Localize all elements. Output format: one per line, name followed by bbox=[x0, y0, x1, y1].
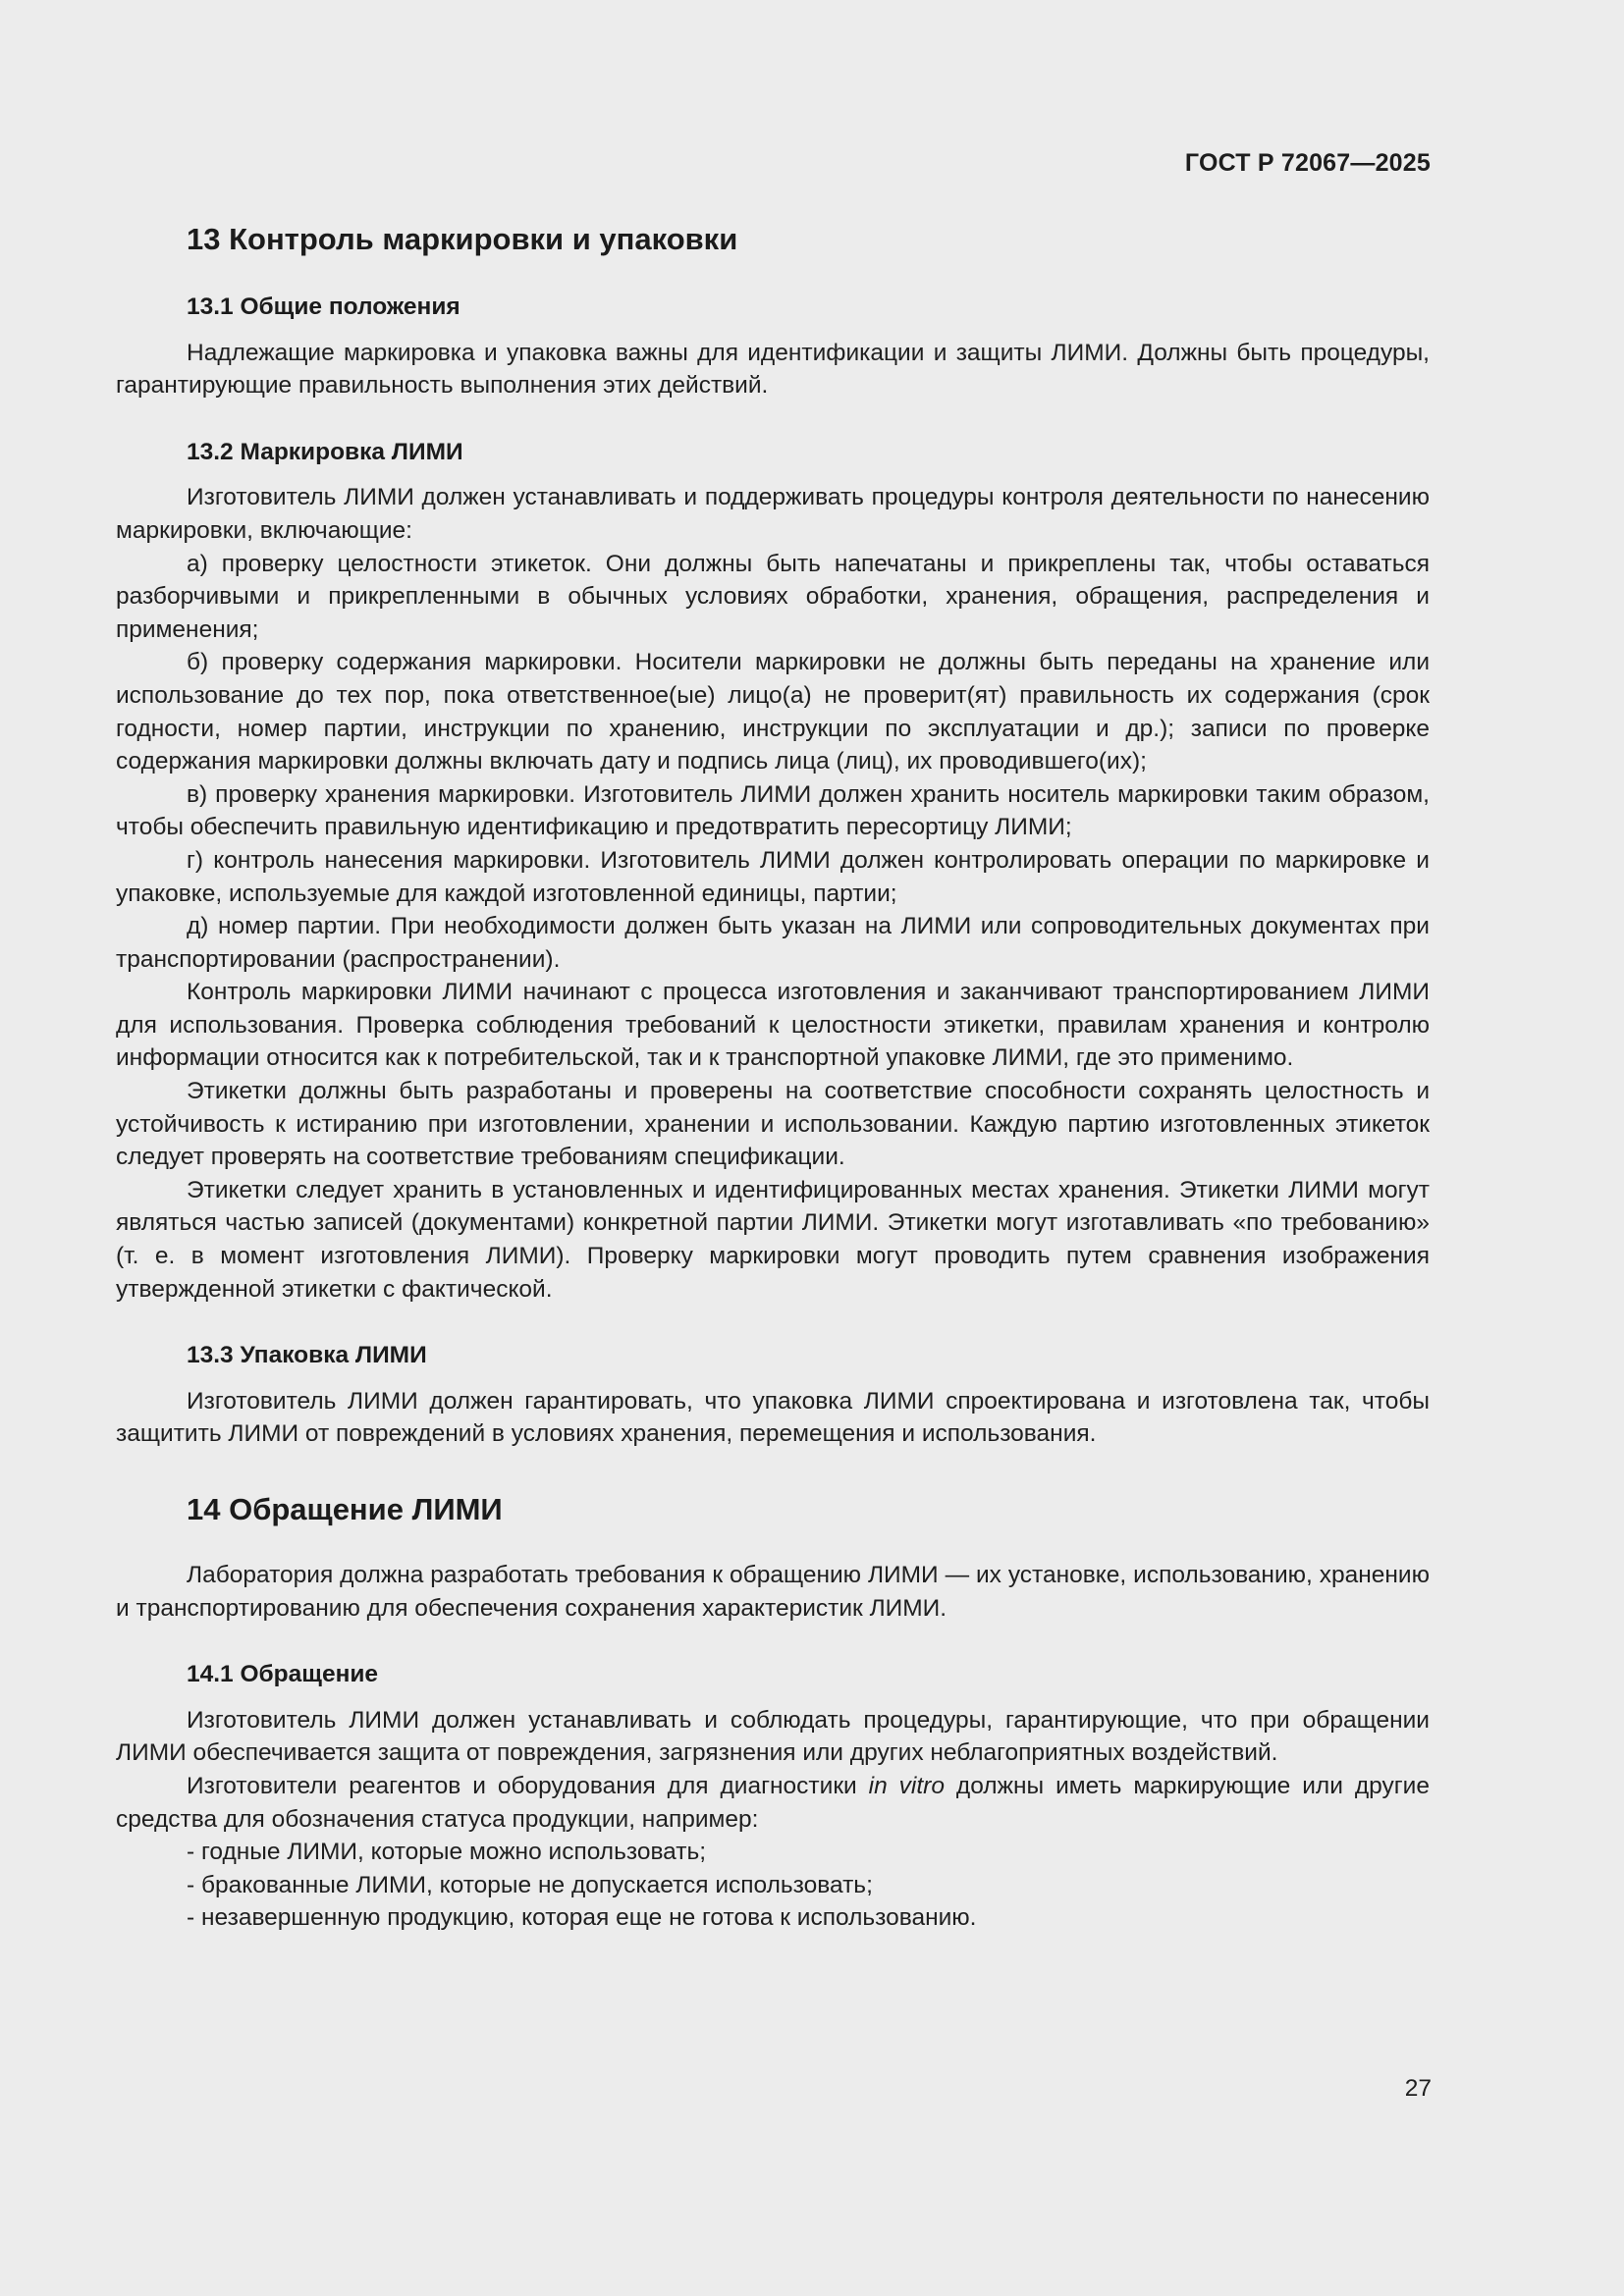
paragraph bbox=[116, 1770, 1430, 1836]
paragraph: Надлежащие маркировка и упаковка важны для идентификации и защиты ЛИМИ. Должны быть процедуры, гарантирующие правильность выполнения этих действий. bbox=[116, 339, 1430, 400]
section-14-1-title: 14.1 Обращение bbox=[187, 1661, 379, 1688]
paragraph: Контроль маркировки ЛИМИ начинают с процесса изготовления и заканчивают транспортированием ЛИМИ для использования. Проверка соблюдения требований к целостности этикетки, правилам хранения и контролю информации относится как к потребительской, так и к транспортной упаковке ЛИМИ, где это применимо. bbox=[116, 979, 1430, 1072]
text-span: должны иметь маркирующие или другие средства для обозначения статуса продукции, например: bbox=[116, 1772, 1430, 1833]
list-item-b: б) проверку содержания маркировки. Носители маркировки не должны быть переданы на хранение или использование до тех пор, пока ответственное(ые) лицо(а) не проверит(ят) правильность их содержания (срок годности, номер партии, инструкции по хранению, инструкции по эксплуатации и др.); записи по проверке содержания маркировки должны включать дату и подпись лица (лиц), их проводившего(их); bbox=[116, 649, 1430, 775]
status-list bbox=[116, 1836, 1430, 1935]
list-item-a: а) проверку целостности этикеток. Они должны быть напечатаны и прикреплены так, чтобы оставаться разборчивыми и прикрепленными в обычных условиях обработки, хранения, обращения, распределения и применения; bbox=[116, 550, 1430, 643]
section-13-2-title: 13.2 Маркировка ЛИМИ bbox=[187, 438, 463, 465]
paragraph: Изготовитель ЛИМИ должен устанавливать и соблюдать процедуры, гарантирующие, что при обращении ЛИМИ обеспечивается защита от повреждения, загрязнения или других неблагоприятных воздействий. bbox=[116, 1706, 1430, 1767]
italic-text: in vitro bbox=[868, 1772, 945, 1799]
list-item-g: г) контроль нанесения маркировки. Изготовитель ЛИМИ должен контролировать операции по маркировке и упаковке, используемые для каждой изготовленной единицы, партии; bbox=[116, 846, 1430, 907]
section-14-title: 14 Обращение ЛИМИ bbox=[187, 1492, 503, 1526]
page-number: 27 bbox=[1404, 2075, 1432, 2102]
page-header: ГОСТ Р 72067—2025 bbox=[1184, 149, 1431, 177]
list-item: - незавершенную продукцию, которая еще не готова к использованию. bbox=[187, 1904, 977, 1932]
list-item-d: д) номер партии. При необходимости должен быть указан на ЛИМИ или сопроводительных документах при транспортировании (распространении). bbox=[116, 913, 1430, 973]
section-13-title: 13 Контроль маркировки и упаковки bbox=[187, 222, 738, 256]
list-item-v: в) проверку хранения маркировки. Изготовитель ЛИМИ должен хранить носитель маркировки таким образом, чтобы обеспечить правильную идентификацию и предотвратить пересортицу ЛИМИ; bbox=[116, 780, 1430, 841]
text-span: Изготовители реагентов и оборудования для диагностики bbox=[187, 1772, 869, 1799]
document-body bbox=[116, 220, 1430, 1935]
paragraph: Изготовитель ЛИМИ должен устанавливать и поддерживать процедуры контроля деятельности по нанесению маркировки, включающие: bbox=[116, 484, 1430, 544]
paragraph: Изготовитель ЛИМИ должен гарантировать, что упаковка ЛИМИ спроектирована и изготовлена так, чтобы защитить ЛИМИ от повреждений в условиях хранения, перемещения и использования. bbox=[116, 1387, 1430, 1448]
list-item: - бракованные ЛИМИ, которые не допускается использовать; bbox=[187, 1871, 873, 1898]
paragraph: Этикетки должны быть разработаны и проверены на соответствие способности сохранять целостность и устойчивость к истиранию при изготовлении, хранении и использовании. Каждую партию изготовленных этикеток следует проверять на соответствие требованиям спецификации. bbox=[116, 1078, 1430, 1171]
section-13-3-title: 13.3 Упаковка ЛИМИ bbox=[187, 1342, 427, 1369]
paragraph: Этикетки следует хранить в установленных и идентифицированных местах хранения. Этикетки ЛИМИ могут являться частью записей (документами) конкретной партии ЛИМИ. Этикетки могут изготавливать «по требованию» (т. е. в момент изготовления ЛИМИ). Проверку маркировки могут проводить путем сравнения изображения утвержденной этикетки с фактической. bbox=[116, 1176, 1430, 1303]
section-13-1-title: 13.1 Общие положения bbox=[187, 294, 460, 320]
list-item: - годные ЛИМИ, которые можно использовать; bbox=[187, 1839, 707, 1866]
paragraph: Лаборатория должна разработать требования к обращению ЛИМИ — их установке, использованию, хранению и транспортированию для обеспечения сохранения характеристик ЛИМИ. bbox=[116, 1562, 1430, 1622]
